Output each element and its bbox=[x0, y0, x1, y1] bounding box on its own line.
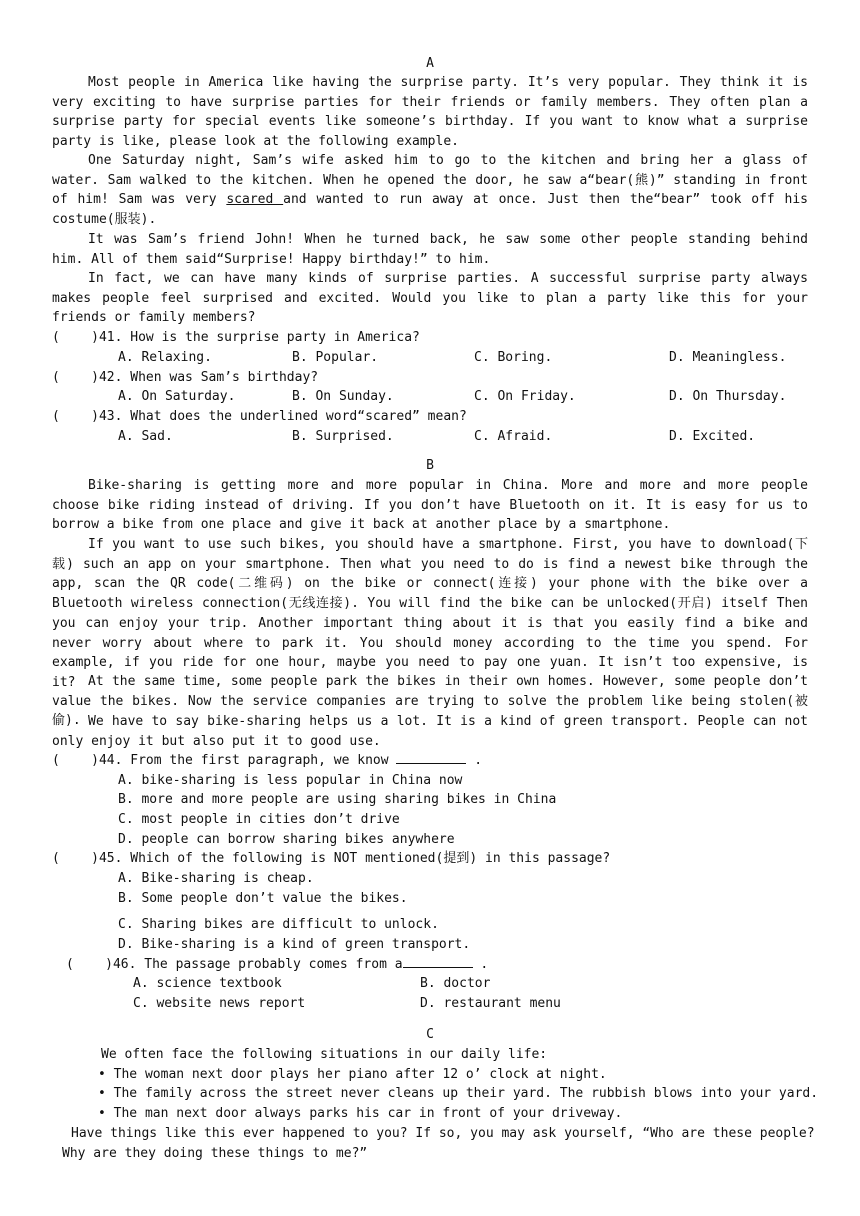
section-a-paragraph-2 bbox=[52, 151, 808, 230]
section-c-closing-line-1: Have things like this ever happened to you? If so, you may ask yourself, “Who are these people? bbox=[71, 1126, 815, 1141]
question-43-stem: ( )43. What does the underlined word“scared” mean? bbox=[52, 409, 467, 424]
section-c-title: C bbox=[426, 1027, 434, 1042]
question-44-option-d: D. people can borrow sharing bikes anywhere bbox=[118, 832, 455, 847]
paragraph-2-text-before: One Saturday night, Sam’s wife asked him to go to the kitchen and bring her a glass of water. Sam walked to the kitchen. When he opened the door, he saw a“bear(熊)” standing in front of him! Sam was very bbox=[52, 153, 808, 208]
section-a-title: A bbox=[426, 56, 434, 71]
section-c-bullet-1: • The woman next door plays her piano after 12 o’ clock at night. bbox=[98, 1067, 607, 1082]
question-46-stem bbox=[66, 955, 488, 975]
paragraph-2-text-after: and wanted to run away at once. Just then the“bear” took off his costume(服装). bbox=[52, 192, 808, 228]
question-45-option-a: A. Bike-sharing is cheap. bbox=[118, 871, 314, 886]
question-45-option-d: D. Bike-sharing is a kind of green transport. bbox=[118, 937, 471, 952]
question-42-option-b: B. On Sunday. bbox=[292, 389, 394, 404]
section-a-paragraph-1: Most people in America like having the surprise party. It’s very popular. They think it is very exciting to have surprise parties for their friends or family members. They often plan a surprise party for special events like someone’s birthday. If you want to know what a surprise party is like, please look at the following example. bbox=[52, 75, 808, 150]
question-44-text: ( )44. From the first paragraph, we know bbox=[52, 753, 397, 768]
question-45-option-c: C. Sharing bikes are difficult to unlock. bbox=[118, 917, 439, 932]
question-45-stem: ( )45. Which of the following is NOT mentioned(提到) in this passage? bbox=[52, 851, 611, 866]
question-46-option-a: A. science textbook bbox=[133, 976, 282, 991]
question-44-option-b: B. more and more people are using sharing bikes in China bbox=[118, 792, 557, 807]
section-c-bullet-3: • The man next door always parks his car in front of your driveway. bbox=[98, 1106, 623, 1121]
section-c-bullet-2: • The family across the street never cleans up their yard. The rubbish blows into your yard. bbox=[98, 1086, 819, 1101]
question-46-option-b: B. doctor bbox=[420, 976, 491, 991]
question-41-option-b: B. Popular. bbox=[292, 350, 379, 365]
question-44-stem bbox=[52, 751, 482, 771]
section-c-closing-line-2: Why are they doing these things to me?” bbox=[62, 1146, 368, 1161]
question-42-stem: ( )42. When was Sam’s birthday? bbox=[52, 370, 319, 385]
underlined-word-scared: scared bbox=[226, 192, 284, 208]
question-43-option-a: A. Sad. bbox=[118, 429, 173, 444]
question-44-end: . bbox=[466, 753, 483, 768]
question-43-option-d: D. Excited. bbox=[669, 429, 756, 444]
question-46-option-d: D. restaurant menu bbox=[420, 996, 561, 1011]
question-41-option-c: C. Boring. bbox=[474, 350, 553, 365]
question-41-option-a: A. Relaxing. bbox=[118, 350, 212, 365]
question-43-option-c: C. Afraid. bbox=[474, 429, 553, 444]
question-43-option-b: B. Surprised. bbox=[292, 429, 394, 444]
answer-blank bbox=[403, 955, 473, 968]
section-b-title: B bbox=[426, 458, 434, 473]
question-44-option-a: A. bike-sharing is less popular in China now bbox=[118, 773, 463, 788]
question-42-option-d: D. On Thursday. bbox=[669, 389, 787, 404]
section-b-paragraph-3: At the same time, some people park the bikes in their own homes. However, some people don’t value the bikes. Now the service companies are trying to solve the problem like being stolen(被偷). bbox=[52, 674, 808, 729]
section-a-paragraph-4: In fact, we can have many kinds of surprise parties. A successful surprise party always makes people feel surprised and excited. Would you like to plan a party like this for your friends or family members? bbox=[52, 271, 808, 326]
question-46-text: ( )46. The passage probably comes from a bbox=[66, 957, 403, 972]
question-44-option-c: C. most people in cities don’t drive bbox=[118, 812, 400, 827]
section-b-paragraph-1: Bike-sharing is getting more and more popular in China. More and more and more people choose bike riding instead of driving. If you don’t have Bluetooth on it. It is easy for us to borrow a bike from one place and give it back at another place by a smartphone. bbox=[52, 478, 808, 533]
question-42-option-a: A. On Saturday. bbox=[118, 389, 236, 404]
answer-blank bbox=[396, 751, 466, 764]
section-a-paragraph-3: It was Sam’s friend John! When he turned back, he saw some other people standing behind him. All of them said“Surprise! Happy birthday!” to him. bbox=[52, 232, 808, 267]
question-45-option-b: B. Some people don’t value the bikes. bbox=[118, 891, 408, 906]
section-b-paragraph-4: We have to say bike-sharing helps us a lot. It is a kind of green transport. People can not only enjoy it but also put it to good use. bbox=[52, 714, 808, 749]
section-c-intro: We often face the following situations in our daily life: bbox=[101, 1047, 548, 1062]
question-46-option-c: C. website news report bbox=[133, 996, 306, 1011]
question-42-option-c: C. On Friday. bbox=[474, 389, 576, 404]
question-46-end: . bbox=[472, 957, 489, 972]
question-41-option-d: D. Meaningless. bbox=[669, 350, 787, 365]
section-b-paragraph-2: If you want to use such bikes, you should have a smartphone. First, you have to download(下载) such an app on your smartphone. Then what you need to do is find a newest bike through the app, scan the QR code(二维码) on the bike or connect(连接) your phone with the bike over a Bluetooth wireless connection(无线连接). You will find the bike can be unlocked(开启) itself Then you can enjoy your trip. Another important thing about it is that you easily find a bike and never worry about where to park it. You should money according to the time you spend. For example, if you ride for one hour, maybe you need to pay one yuan. It isn’t too expensive, is it? bbox=[52, 537, 808, 690]
question-41-stem: ( )41. How is the surprise party in America? bbox=[52, 330, 420, 345]
